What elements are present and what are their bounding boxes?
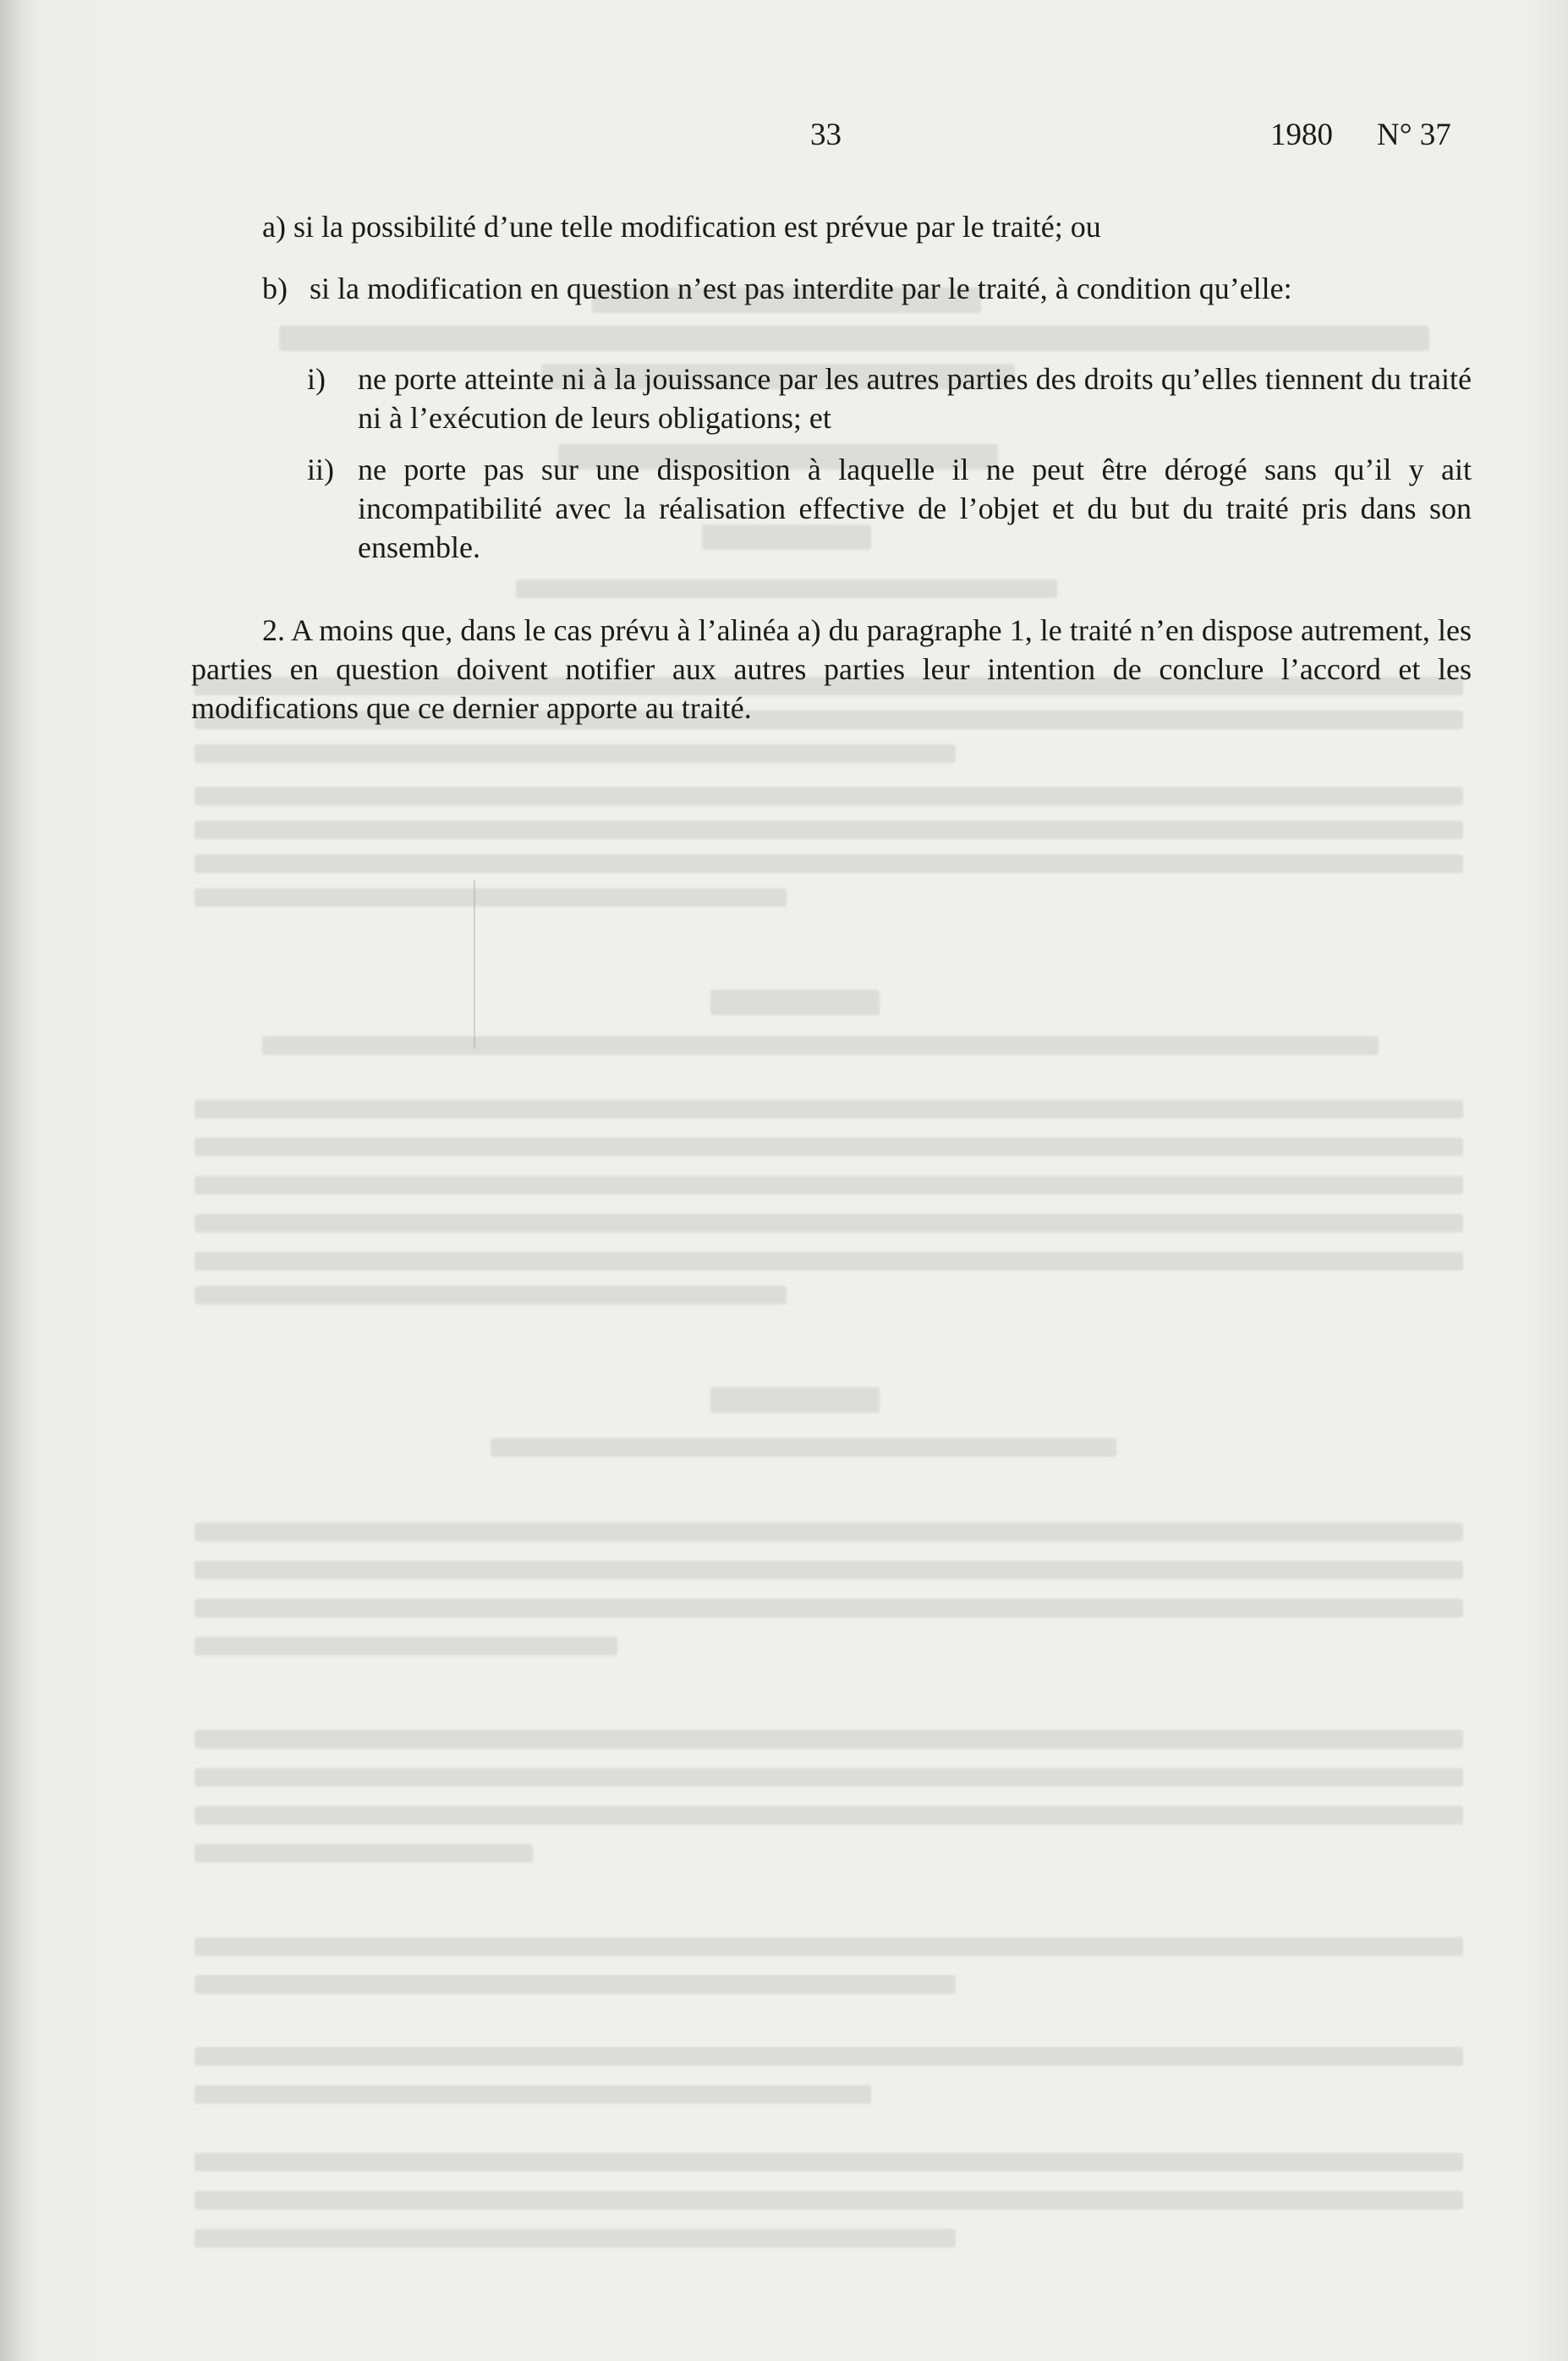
page-fold-mark (474, 880, 475, 1049)
paragraph-2-text: 2. A moins que, dans le cas prévu à l’alinéa a) du paragraphe 1, le traité n’en dispose autrement, les parties en question doivent notifier aux autres parties leur intention de conclure l’accord et les modifications que ce dernier apporte au traité. (191, 613, 1472, 725)
subclause-ii-text: ne porte pas sur une disposition à laquelle il ne peut être dérogé sans qu’il y ait incompatibilité avec la réalisation effective de l’objet et du but du traité pris dans son ensemble. (358, 453, 1472, 564)
page-spine-shadow (0, 0, 39, 2361)
clause-a (262, 207, 1472, 246)
gazette-year: 1980 (1270, 118, 1333, 152)
clause-a-label: a) (262, 210, 286, 244)
paragraph-2 (191, 611, 1472, 728)
subclause-ii (307, 450, 1472, 567)
page-number: 33 (810, 118, 842, 152)
subclause-i-text: ne porte atteinte ni à la jouissance par les autres parties des droits qu’elles tiennent du traité ni à l’exécution de leurs obligations; et (358, 362, 1472, 435)
subclause-i-label: i) (307, 362, 326, 396)
gazette-issue-number: N° 37 (1377, 118, 1451, 152)
clause-b-label: b) (262, 272, 288, 305)
clause-b (262, 269, 1472, 308)
clause-a-text: si la possibilité d’une telle modification est prévue par le traité; ou (293, 210, 1101, 244)
page-header (0, 117, 1568, 157)
subclause-i (307, 360, 1472, 437)
subclause-ii-label: ii) (307, 453, 334, 486)
clause-b-text: si la modification en question n’est pas interdite par le traité, à condition qu’elle: (310, 272, 1292, 305)
